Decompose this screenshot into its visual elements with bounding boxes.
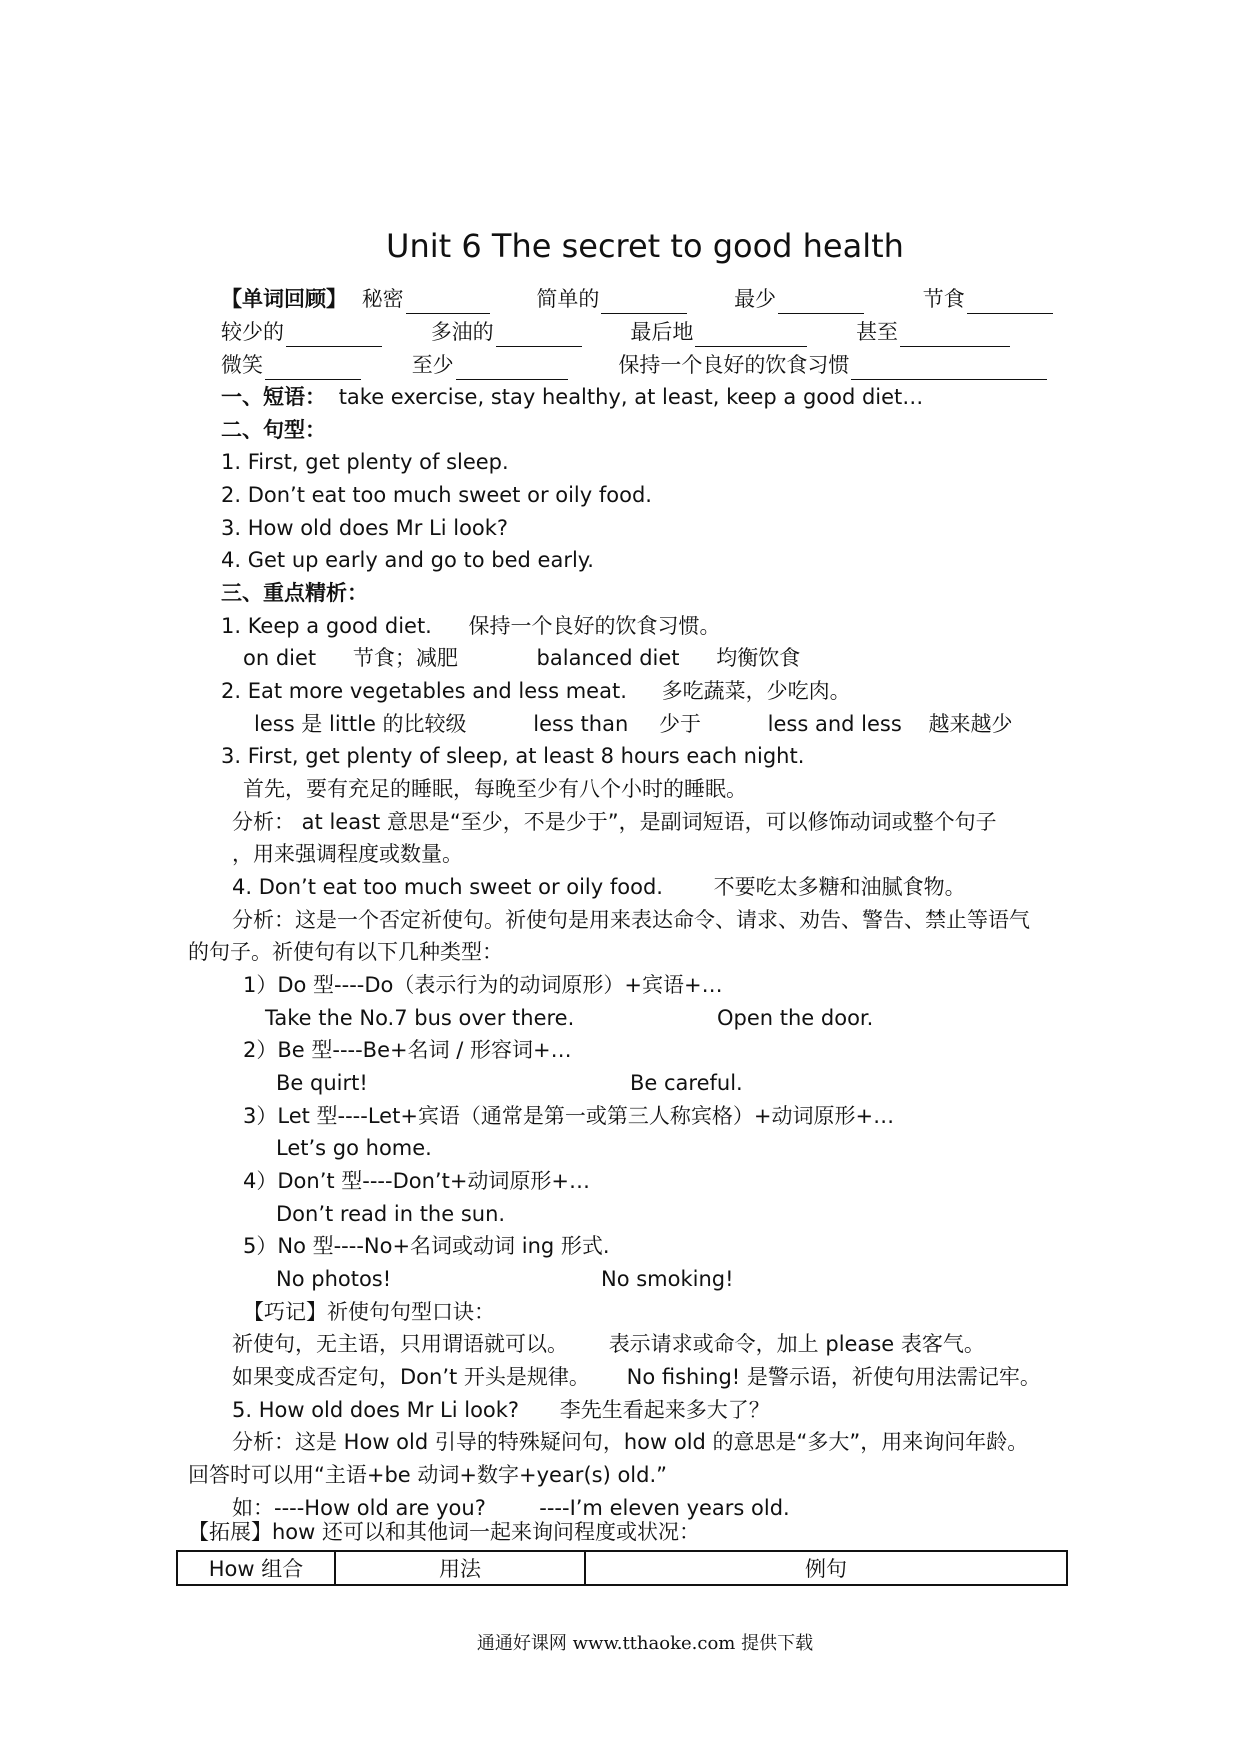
sub-cn: 越来越少 [928, 712, 1013, 736]
type-example: No photos! [276, 1267, 392, 1291]
mnemonic-part: No fishing! 是警示语，祈使句用法需记牢。 [626, 1365, 1041, 1389]
blank [900, 324, 1010, 347]
type-head: 2）Be 型----Be+名词 / 形容词+… [243, 1038, 572, 1062]
blank [456, 357, 568, 380]
blank [286, 324, 382, 347]
vocab-word: 保持一个良好的饮食习惯 [618, 353, 850, 377]
type-example: Be careful. [630, 1071, 743, 1095]
vocab-word: 甚至 [856, 320, 899, 344]
blank [851, 357, 1047, 380]
vocab-word: 秘密 [361, 287, 404, 311]
type-example: Be quirt! [276, 1071, 368, 1095]
mnemonic-label: 【巧记】祈使句句型口诀： [243, 1300, 495, 1324]
vocab-word: 简单的 [536, 287, 600, 311]
pattern-item: 2. Don’t eat too much sweet or oily food. [221, 483, 652, 507]
blank [406, 291, 490, 314]
page-title: Unit 6 The secret to good health [386, 227, 904, 265]
key-point-3-cn: 首先，要有充足的睡眠，每晚至少有八个小时的睡眠。 [243, 777, 747, 801]
type-example: Open the door. [717, 1006, 874, 1030]
sub-cn: 均衡饮食 [716, 646, 801, 670]
phrases-label: 一、短语： [221, 385, 326, 409]
blank [496, 324, 582, 347]
mnemonic-part: 如果变成否定句，Don’t 开头是规律。 [232, 1365, 590, 1389]
key-point-en: 2. Eat more vegetables and less meat. [221, 679, 627, 703]
footer: 通通好课网 www.tthaoke.com 提供下载 [476, 1633, 814, 1654]
key-point-5-example: 如：----How old are you? ----I’m eleven years old. [232, 1496, 790, 1520]
table-header-cell: 例句 [585, 1551, 1067, 1585]
sub-en: balanced diet [536, 646, 680, 670]
key-point-4 [232, 872, 966, 902]
phrases-line [221, 382, 923, 412]
table-header-cell: How 组合 [177, 1551, 335, 1585]
vocab-row-1 [221, 284, 1053, 314]
key-point-en: 1. Keep a good diet. [221, 614, 432, 638]
key-point-2 [221, 676, 851, 706]
vocab-header: 【单词回顾】 [221, 287, 347, 311]
key-point-5 [232, 1395, 770, 1425]
type-head: 5）No 型----No+名词或动词 ing 形式. [243, 1234, 610, 1258]
mnemonic-line [232, 1362, 1041, 1392]
vocab-word: 较少的 [221, 320, 284, 344]
patterns-label: 二、句型： [221, 418, 326, 442]
key-point-1 [221, 611, 721, 641]
blank [601, 291, 687, 314]
table-header-cell: 用法 [335, 1551, 585, 1585]
type-head: 3）Let 型----Let+宾语（通常是第一或第三人称宾格）+动词原形+… [243, 1104, 895, 1128]
key-point-5-analysis-cont: 回答时可以用“主语+be 动词+数字+year(s) old.” [188, 1463, 668, 1487]
key-point-3-analysis: 分析： at least 意思是“至少，不是少于”，是副词短语，可以修饰动词或整个句子 [232, 810, 997, 834]
sub-cn: 节食；减肥 [352, 646, 458, 670]
blank [265, 357, 361, 380]
mnemonic-part: 表示请求或命令，加上 please 表客气。 [608, 1332, 985, 1356]
pattern-item: 4. Get up early and go to bed early. [221, 548, 594, 572]
type-example: Let’s go home. [276, 1136, 432, 1160]
key-point-4-analysis: 分析：这是一个否定祈使句。祈使句是用来表达命令、请求、劝告、警告、禁止等语气 [232, 908, 1030, 932]
vocab-word: 节食 [922, 287, 965, 311]
vocab-row-2 [221, 317, 1010, 347]
blank [967, 291, 1053, 314]
blank [778, 291, 864, 314]
pattern-item: 3. How old does Mr Li look? [221, 516, 509, 540]
vocab-word: 至少 [411, 353, 454, 377]
vocab-word: 微笑 [221, 353, 263, 377]
phrases-text: take exercise, stay healthy, at least, keep a good diet… [338, 385, 924, 409]
key-point-3: 3. First, get plenty of sleep, at least 8 hours each night. [221, 744, 805, 768]
type-example: No smoking! [601, 1267, 734, 1291]
key-point-2-sub [254, 709, 1013, 739]
blank [695, 324, 807, 347]
key-point-en: 5. How old does Mr Li look? [232, 1398, 520, 1422]
extension-label: 【拓展】how 还可以和其他词一起来询问程度或状况： [188, 1520, 701, 1544]
sub-en: less and less [767, 712, 902, 736]
key-point-1-sub [243, 643, 800, 673]
vocab-row-3 [221, 350, 1047, 380]
key-point-4-analysis-cont: 的句子。祈使句有以下几种类型： [188, 940, 503, 964]
key-point-cn: 李先生看起来多大了？ [559, 1398, 770, 1422]
key-point-5-analysis: 分析：这是 How old 引导的特殊疑问句，how old 的意思是“多大”，用来询问年龄。 [232, 1430, 1029, 1454]
type-example: Don’t read in the sun. [276, 1202, 506, 1226]
key-point-cn: 多吃蔬菜，少吃肉。 [661, 679, 851, 703]
type-example: Take the No.7 bus over there. [265, 1006, 575, 1030]
key-points-label: 三、重点精析： [221, 581, 368, 605]
sub-en: on diet [243, 646, 317, 670]
key-point-en: 4. Don’t eat too much sweet or oily food. [232, 875, 663, 899]
sub-cn: 少于 [658, 712, 701, 736]
extension-table [176, 1550, 1068, 1586]
vocab-word: 最后地 [630, 320, 694, 344]
sub-cn: less 是 little 的比较级 [254, 712, 467, 736]
sub-en: less than [533, 712, 629, 736]
vocab-word: 多油的 [430, 320, 494, 344]
vocab-word: 最少 [734, 287, 777, 311]
key-point-cn: 保持一个良好的饮食习惯。 [468, 614, 721, 638]
pattern-item: 1. First, get plenty of sleep. [221, 450, 509, 474]
mnemonic-part: 祈使句，无主语，只用谓语就可以。 [232, 1332, 568, 1356]
mnemonic-line [232, 1329, 985, 1359]
key-point-3-analysis-cont: ，用来强调程度或数量。 [232, 842, 463, 866]
table-header-row [177, 1551, 1067, 1585]
type-head: 4）Don’t 型----Don’t+动词原形+… [243, 1169, 591, 1193]
type-head: 1）Do 型----Do（表示行为的动词原形）+宾语+… [243, 973, 723, 997]
key-point-cn: 不要吃太多糖和油腻食物。 [713, 875, 966, 899]
